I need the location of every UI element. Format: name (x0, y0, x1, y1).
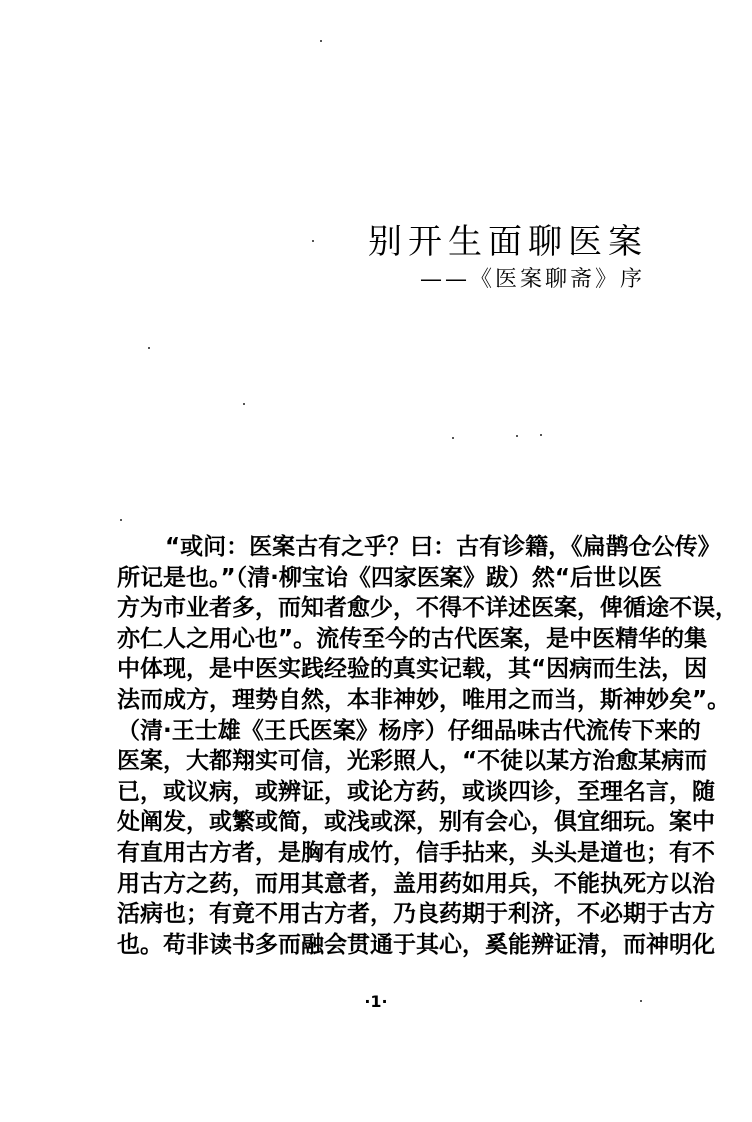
text-line: 处阐发，或繁或简，或浅或深，别有会心，俱宜细玩。案中 (117, 809, 715, 836)
text-line: 法而成方，理势自然，本非神妙，唯用之而当，斯神妙矣”。 (117, 686, 731, 713)
text-line: “或问：医案古有之乎？曰：古有诊籍，《扁鹊仓公传》 (165, 534, 721, 560)
page-title: 别开生面聊医案 (368, 222, 648, 262)
scan-speck (243, 403, 245, 405)
text-line: 方为市业者多，而知者愈少，不得不详述医案，俾循途不误， (117, 595, 738, 622)
text-line: 活病也；有竟不用古方者，乃良药期于利济，不必期于古方 (117, 901, 715, 928)
page-number: ·1· (364, 992, 388, 1011)
text-line: 亦仁人之用心也”。流传至今的古代医案，是中医精华的集 (117, 625, 708, 652)
text-line: 所记是也。”（清·柳宝诒《四家医案》跋）然“后世以医 (117, 564, 662, 591)
scan-speck (120, 519, 122, 521)
scan-speck (320, 40, 322, 42)
text-line: （清·王士雄《王氏医案》杨序）仔细品味古代流传下来的 (117, 717, 701, 744)
text-line: 中体现，是中医实践经验的真实记载，其“因病而生法，因 (117, 656, 708, 683)
text-line: 医案，大都翔实可信，光彩照人，“不徒以某方治愈某病而 (117, 748, 708, 775)
body-text (117, 532, 738, 960)
text-line: 也。苟非读书多而融会贯通于其心，奚能辨证清，而神明化 (117, 931, 715, 958)
page-subtitle: ——《医案聊斋》序 (420, 267, 646, 292)
text-line: 有直用古方者，是胸有成竹，信手拈来，头头是道也；有不 (117, 839, 715, 866)
scan-speck (540, 434, 542, 436)
scan-speck (452, 437, 454, 439)
scan-speck (312, 240, 314, 242)
scan-speck (640, 1000, 642, 1002)
text-line: 已，或议病，或辨证，或论方药，或谈四诊，至理名言，随 (117, 778, 715, 805)
scan-speck (516, 435, 518, 437)
text-line: 用古方之药，而用其意者，盖用药如用兵，不能执死方以治 (117, 870, 715, 897)
scan-speck (148, 347, 150, 349)
